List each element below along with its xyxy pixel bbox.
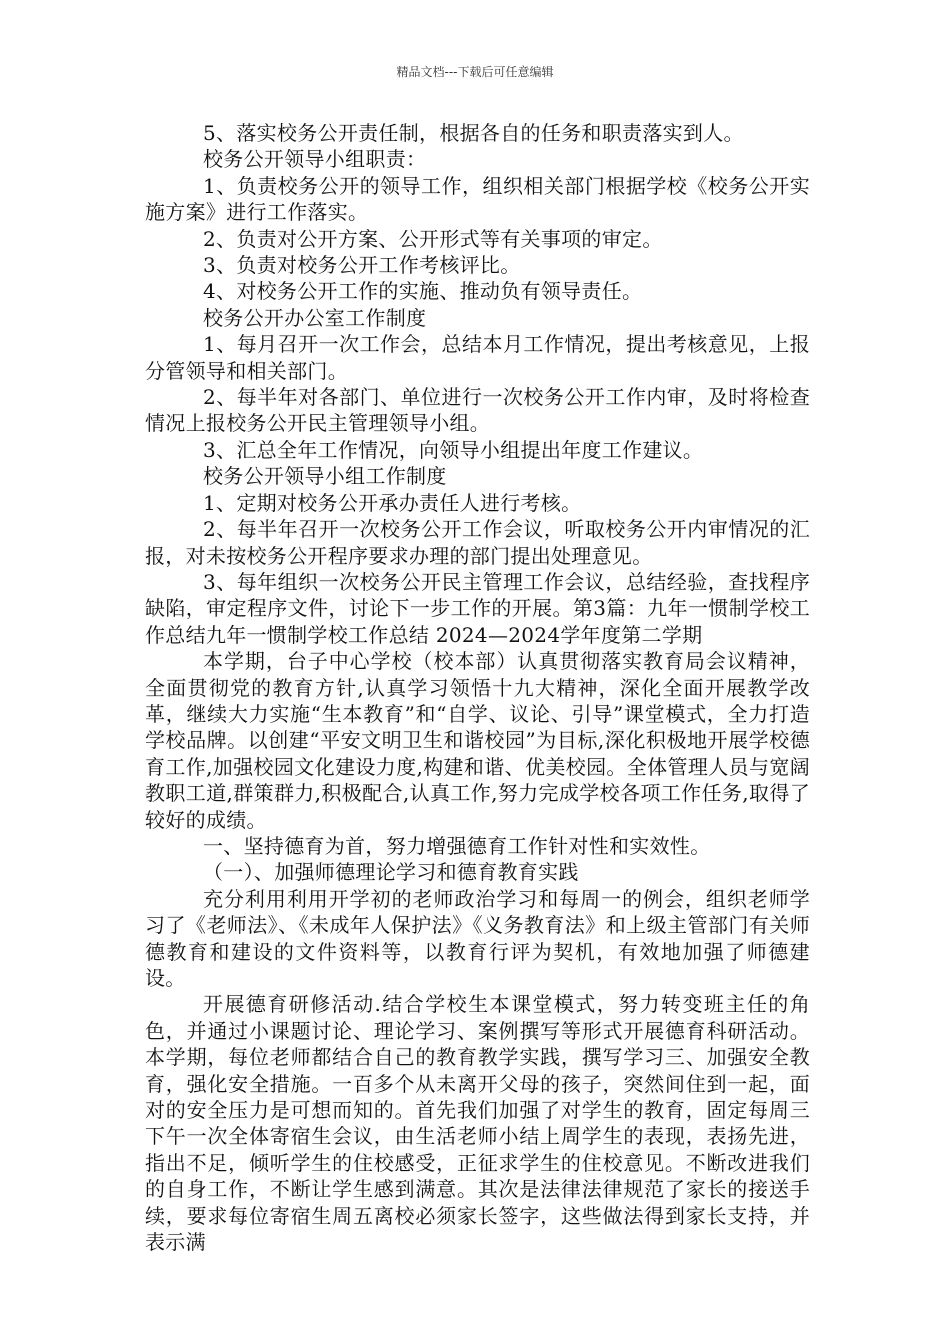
paragraph: 2、每半年召开一次校务公开工作会议，听取校务公开内审情况的汇报，对未按校务公开程序要求办理的部门提出处理意见。 [145,517,810,568]
paragraph: 3、汇总全年工作情况，向领导小组提出年度工作建议。 [203,437,704,462]
paragraph: 2、负责对公开方案、公开形式等有关事项的审定。 [203,226,663,251]
paragraph: 1、定期对校务公开承办责任人进行考核。 [203,490,582,515]
paragraph: 开展德育研修活动.结合学校生本课堂模式，努力转变班主任的角色，并通过小课题讨论、理论学习、案例撰写等形式开展德育科研活动。本学期，每位老师都结合自己的教育教学实践，撰写学习三、加强安全教育，强化安全措施。一百多个从未离开父母的孩子，突然间住到一起，面对的安全压力是可想而知的。首先我们加强了对学生的教育，固定每周三下午一次全体寄宿生会议，由生活老师小结上周学生的表现，表扬先进，指出不足，倾听学生的住校感受，正征求学生的住校意见。不断改进我们的自身工作，不断让学生感到满意。其次是法律法律规范了家长的接送手续，要求每位寄宿生周五离校必须家长签字，这些做法得到家长支持，并表示满 [145,992,810,1255]
paragraph: 3、负责对校务公开工作考核评比。 [203,253,521,278]
paragraph: 1、负责校务公开的领导工作，组织相关部门根据学校《校务公开实施方案》进行工作落实。 [145,173,810,225]
paragraph: 充分利用利用开学初的老师政治学习和每周一的例会，组织老师学习了《老师法》、《未成年人保护法》《义务教育法》和上级主管部门有关师德教育和建设的文件资料等，以教育行评为契机，有效地加强了师德建设。 [145,886,810,990]
subsection-heading: （一）、加强师德理论学习和德育教育实践 [203,860,579,885]
paragraph: 4、对校务公开工作的实施、推动负有领导责任。 [203,279,643,304]
paragraph: 2、每半年对各部门、单位进行一次校务公开工作内审，及时将检查情况上报校务公开民主管理领导小组。 [145,385,810,436]
paragraph: 3、每年组织一次校务公开民主管理工作会议，总结经验，查找程序缺陷，审定程序文件，讨论下一步工作的开展。第3篇：九年一惯制学校工作总结九年一惯制学校工作总结 2024—2024学年度第二学期 [145,569,810,647]
paragraph: 1、每月召开一次工作会，总结本月工作情况，提出考核意见，上报分管领导和相关部门。 [145,332,810,383]
section-heading: 校务公开领导小组职责： [203,147,427,172]
section-heading: 一、坚持德育为首，努力增强德育工作针对性和实效性。 [203,833,711,858]
paragraph: 本学期，台子中心学校（校本部）认真贯彻落实教育局会议精神，全面贯彻党的教育方针,认真学习领悟十九大精神，深化全面开展教学改革，继续大力实施“生本教育”和“自学、议论、引导”课堂模式，全力打造学校品牌。以创建“平安文明卫生和谐校园”为目标,深化积极地开展学校德育工作,加强校园文化建设力度,构建和谐、优美校园。全体管理人员与宽阔教职工道,群策群力,积极配合,认真工作,努力完成学校各项工作任务,取得了较好的成绩。 [145,649,810,832]
page-header: 精品文档---下载后可任意编辑 [396,65,554,79]
paragraph: 5、落实校务公开责任制，根据各自的任务和职责落实到人。 [203,121,744,145]
section-heading: 校务公开办公室工作制度 [203,305,427,330]
section-heading: 校务公开领导小组工作制度 [203,464,447,489]
document-body [145,120,810,1255]
